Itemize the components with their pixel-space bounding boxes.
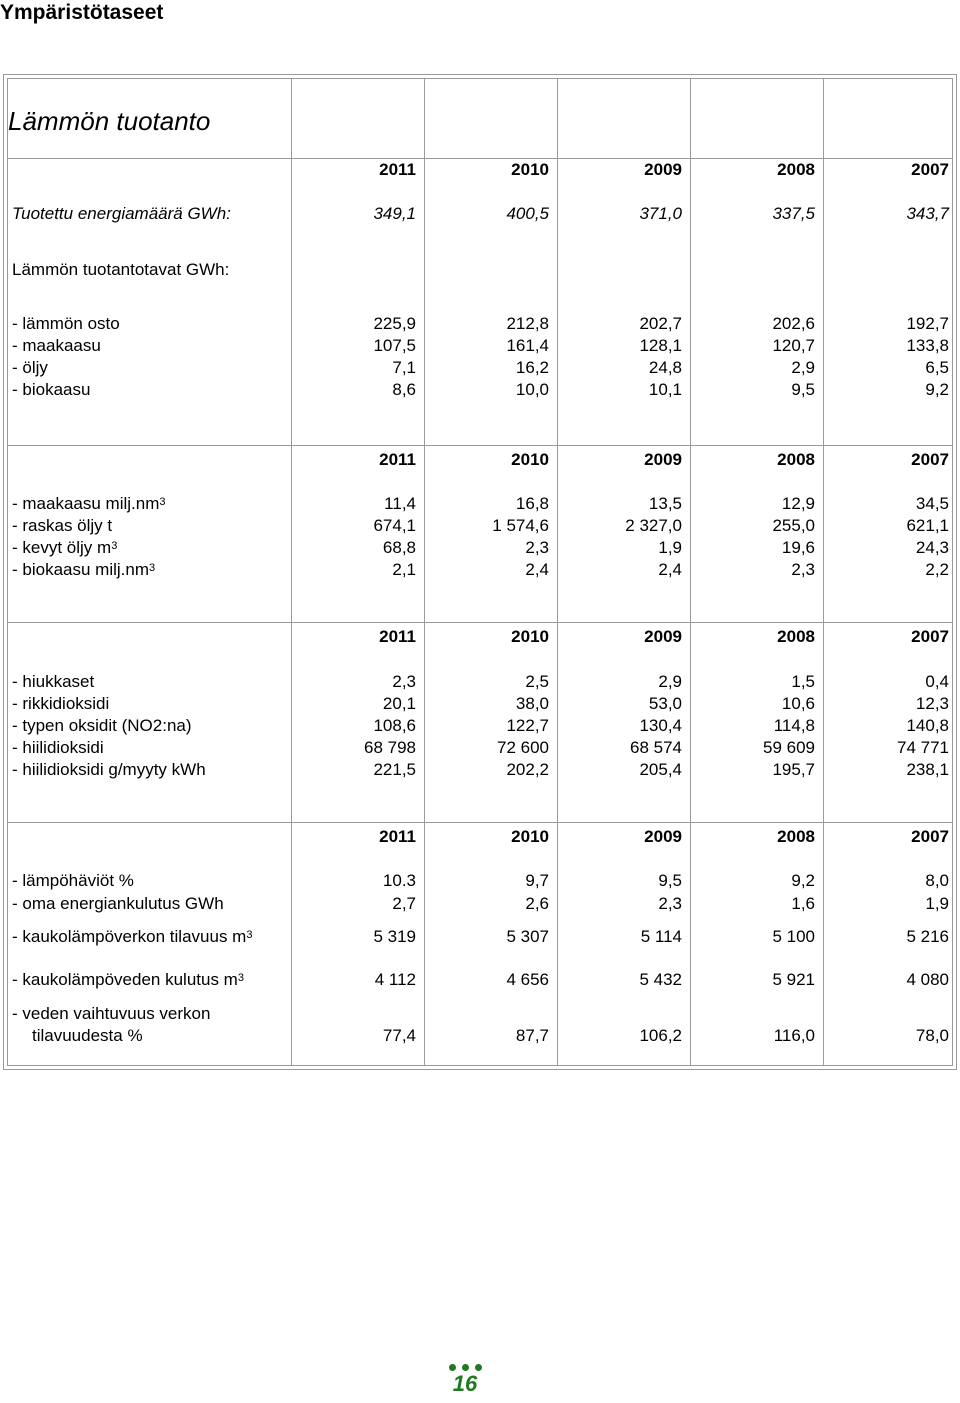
value-cell: 1 574,6 <box>492 516 549 535</box>
value-cell: 1,5 <box>791 672 815 691</box>
value-cell: 238,1 <box>906 760 949 779</box>
row-label: - lämpöhäviöt % <box>12 871 134 890</box>
row-label: - veden vaihtuvuus verkon <box>12 1004 211 1023</box>
value-cell: 2,3 <box>392 672 416 691</box>
value-cell: 6,5 <box>925 358 949 377</box>
value-cell: 9,7 <box>525 871 549 890</box>
value-cell: 8,0 <box>925 871 949 890</box>
value-cell: 0,4 <box>925 672 949 691</box>
value-cell: 202,6 <box>772 314 815 333</box>
year-header: 2011 <box>379 627 416 646</box>
value-cell: 195,7 <box>772 760 815 779</box>
value-cell: 1,6 <box>791 894 815 913</box>
row-label: - typen oksidit (NO2:na) <box>12 716 192 735</box>
column-divider <box>424 79 425 1065</box>
year-header: 2009 <box>644 450 682 469</box>
row-label: - kevyt öljy $m^3$ <box>12 538 118 557</box>
value-cell: 9,5 <box>791 380 815 399</box>
year-header: 2008 <box>777 160 815 179</box>
row-label: - oma energiankulutus GWh <box>12 894 224 913</box>
row-divider <box>8 822 952 823</box>
value-cell: 106,2 <box>639 1026 682 1045</box>
value-cell: 68 798 <box>364 738 416 757</box>
value-cell: 10.3 <box>382 871 416 890</box>
value-cell: 38,0 <box>515 694 549 713</box>
value-cell: 5 216 <box>906 927 949 946</box>
row-divider <box>8 622 952 623</box>
row-label: - rikkidioksidi <box>12 694 110 713</box>
value-cell: 10,1 <box>648 380 682 399</box>
value-cell: 621,1 <box>906 516 949 535</box>
value-cell: 68 574 <box>630 738 682 757</box>
page-title: Ympäristötaseet <box>0 1 164 24</box>
value-cell: 371,0 <box>639 204 682 223</box>
value-cell: 12,3 <box>915 694 949 713</box>
page-footer <box>430 1364 500 1397</box>
value-cell: 202,2 <box>506 760 549 779</box>
value-cell: 225,9 <box>373 314 416 333</box>
value-cell: 72 600 <box>497 738 549 757</box>
value-cell: 20,1 <box>382 694 416 713</box>
value-cell: 24,3 <box>915 538 949 557</box>
value-cell: 10,0 <box>515 380 549 399</box>
year-header: 2007 <box>911 160 949 179</box>
value-cell: 130,4 <box>639 716 682 735</box>
year-header: 2010 <box>511 160 549 179</box>
row-label: - hiilidioksidi g/myyty kWh <box>12 760 206 779</box>
value-cell: 202,7 <box>639 314 682 333</box>
year-header: 2011 <box>379 160 416 179</box>
column-divider <box>690 79 691 1065</box>
value-cell: 59 609 <box>763 738 815 757</box>
value-cell: 11,4 <box>384 494 416 513</box>
value-cell: 205,4 <box>639 760 682 779</box>
value-cell: 7,1 <box>392 358 416 377</box>
column-divider <box>823 79 824 1065</box>
value-cell: 2,9 <box>658 672 682 691</box>
year-header: 2008 <box>777 627 815 646</box>
value-cell: 16,2 <box>515 358 549 377</box>
value-cell: 128,1 <box>639 336 682 355</box>
value-cell: 4 112 <box>374 970 416 989</box>
value-cell: 5 307 <box>506 927 549 946</box>
year-header: 2011 <box>379 450 416 469</box>
value-cell: 9,5 <box>658 871 682 890</box>
row-label: - kaukolämpöverkon tilavuus $m^3$ <box>12 927 253 946</box>
section-title: Lämmön tuotanto <box>8 106 211 136</box>
row-label: - maakaasu $milj.nm^3$ <box>12 494 166 513</box>
value-cell: 337,5 <box>772 204 815 223</box>
year-header: 2009 <box>644 827 682 846</box>
value-cell: 16,8 <box>515 494 549 513</box>
value-cell: 2,7 <box>392 894 416 913</box>
value-cell: 2,6 <box>525 894 549 913</box>
value-cell: 77,4 <box>382 1026 416 1045</box>
row-label: - lämmön osto <box>12 314 120 333</box>
value-cell: 5 319 <box>373 927 416 946</box>
value-cell: 68,8 <box>382 538 416 557</box>
year-header: 2009 <box>644 160 682 179</box>
footer-dots-icon <box>430 1364 500 1371</box>
year-header: 2010 <box>511 627 549 646</box>
value-cell: 2,9 <box>791 358 815 377</box>
value-cell: 53,0 <box>648 694 682 713</box>
unit-superscript: 3 <box>149 562 156 574</box>
row-divider <box>8 445 952 446</box>
year-header: 2007 <box>911 450 949 469</box>
row-label: - öljy <box>12 358 48 377</box>
unit-superscript: 3 <box>237 972 244 984</box>
value-cell: 9,2 <box>925 380 949 399</box>
row-label: - biokaasu <box>12 380 91 399</box>
year-header: 2010 <box>511 450 549 469</box>
value-cell: 107,5 <box>373 336 416 355</box>
row-label: - raskas öljy t <box>12 516 113 535</box>
value-cell: 5 114 <box>640 927 682 946</box>
value-cell: 108,6 <box>373 716 416 735</box>
year-header: 2009 <box>644 627 682 646</box>
value-cell: 4 080 <box>906 970 949 989</box>
row-label: Lämmön tuotantotavat GWh: <box>12 260 230 279</box>
value-cell: 2,4 <box>658 560 682 579</box>
value-cell: 122,7 <box>506 716 549 735</box>
value-cell: 10,6 <box>781 694 815 713</box>
value-cell: 2,3 <box>791 560 815 579</box>
value-cell: 78,0 <box>915 1026 949 1045</box>
value-cell: 1,9 <box>925 894 949 913</box>
value-cell: 400,5 <box>506 204 549 223</box>
value-cell: 2,3 <box>525 538 549 557</box>
year-header: 2007 <box>911 827 949 846</box>
row-label: - biokaasu $milj.nm^3$ <box>12 560 156 579</box>
year-header: 2008 <box>777 450 815 469</box>
value-cell: 2,1 <box>392 560 416 579</box>
unit-superscript: 3 <box>246 929 253 941</box>
value-cell: 2 327,0 <box>625 516 682 535</box>
value-cell: 349,1 <box>373 204 416 223</box>
value-cell: 1,9 <box>658 538 682 557</box>
value-cell: 2,3 <box>658 894 682 913</box>
row-label: - hiukkaset <box>12 672 95 691</box>
value-cell: 674,1 <box>373 516 416 535</box>
value-cell: 212,8 <box>506 314 549 333</box>
row-label: - hiilidioksidi <box>12 738 104 757</box>
value-cell: 5 432 <box>639 970 682 989</box>
year-header: 2010 <box>511 827 549 846</box>
value-cell: 4 656 <box>506 970 549 989</box>
value-cell: 24,8 <box>648 358 682 377</box>
value-cell: 5 921 <box>772 970 815 989</box>
column-divider <box>291 79 292 1065</box>
year-header: 2007 <box>911 627 949 646</box>
column-divider <box>557 79 558 1065</box>
value-cell: 2,4 <box>525 560 549 579</box>
value-cell: 5 100 <box>772 927 815 946</box>
value-cell: 140,8 <box>906 716 949 735</box>
value-cell: 192,7 <box>906 314 949 333</box>
value-cell: 19,6 <box>781 538 815 557</box>
unit-superscript: 3 <box>111 540 118 552</box>
page-number: 16 <box>452 1371 478 1396</box>
year-header: 2008 <box>777 827 815 846</box>
value-cell: 12,9 <box>781 494 815 513</box>
value-cell: 87,7 <box>515 1026 549 1045</box>
value-cell: 2,5 <box>525 672 549 691</box>
value-cell: 9,2 <box>791 871 815 890</box>
value-cell: 255,0 <box>772 516 815 535</box>
row-label: - maakaasu <box>12 336 101 355</box>
value-cell: 161,4 <box>506 336 549 355</box>
value-cell: 13,5 <box>648 494 682 513</box>
row-label-continued: tilavuudesta % <box>32 1026 143 1045</box>
value-cell: 221,5 <box>373 760 416 779</box>
unit-superscript: 3 <box>159 496 166 508</box>
value-cell: 74 771 <box>897 738 949 757</box>
value-cell: 34,5 <box>915 494 949 513</box>
row-label: - kaukolämpöveden kulutus $m^3$ <box>12 970 244 989</box>
row-label: Tuotettu energiamäärä GWh: <box>12 204 231 223</box>
year-header: 2011 <box>379 827 416 846</box>
value-cell: 8,6 <box>392 380 416 399</box>
value-cell: 116,0 <box>773 1026 815 1045</box>
value-cell: 133,8 <box>906 336 949 355</box>
value-cell: 120,7 <box>772 336 815 355</box>
value-cell: 2,2 <box>925 560 949 579</box>
value-cell: 114,8 <box>773 716 815 735</box>
value-cell: 343,7 <box>906 204 949 223</box>
